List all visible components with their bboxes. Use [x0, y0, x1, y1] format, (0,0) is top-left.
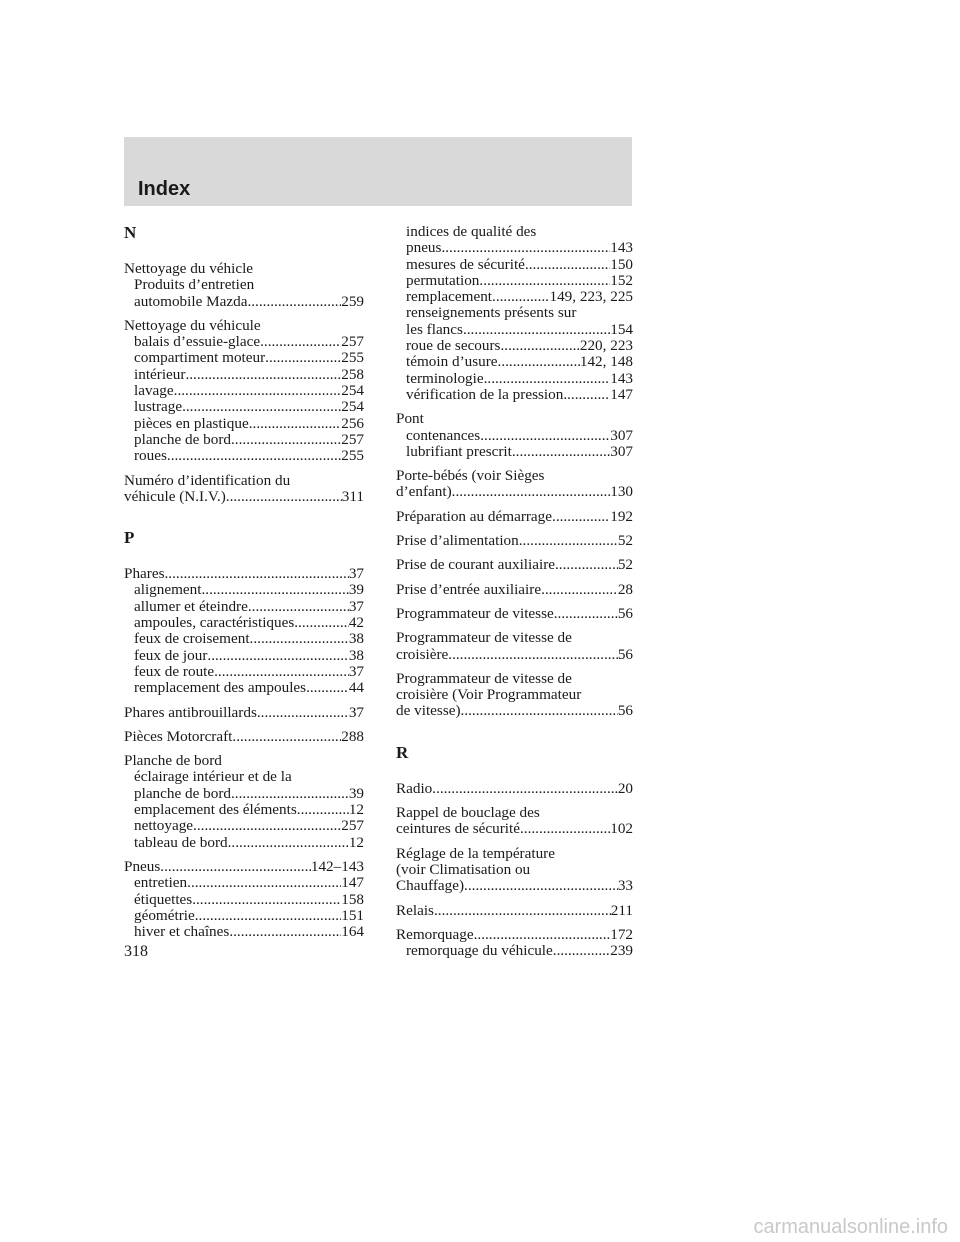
- index-entry: [124, 859, 364, 940]
- dot-leader: [452, 484, 611, 500]
- entry-text: Programmateur de vitesse de: [396, 669, 572, 687]
- index-entry-line: [396, 671, 633, 687]
- entry-text: nettoyage: [134, 817, 194, 835]
- index-entry-line: [396, 903, 633, 919]
- dot-leader: [474, 927, 611, 943]
- entry-page-ref: 307: [610, 442, 633, 460]
- entry-page-ref: 56: [617, 645, 633, 663]
- index-subentry-line: [124, 294, 364, 310]
- index-subentry-line: [396, 240, 633, 256]
- entry-text: planche de bord: [134, 430, 231, 448]
- entry-text: d’enfant): [396, 483, 452, 501]
- dot-leader: [182, 399, 341, 415]
- entry-text: ampoules, caractéristiques: [134, 614, 295, 632]
- entry-text: Planche de bord: [124, 752, 222, 770]
- index-entry-line: [396, 647, 633, 663]
- index-entry-line: [396, 821, 633, 837]
- entry-page-ref: 37: [348, 565, 364, 583]
- index-entry: [124, 729, 364, 745]
- entry-text: contenances: [406, 426, 481, 444]
- entry-page-ref: 56: [617, 604, 633, 622]
- entry-text: allumer et éteindre: [134, 597, 248, 615]
- entry-text: automobile Mazda: [134, 292, 248, 310]
- index-entry: [396, 606, 633, 622]
- index-column-right: [396, 224, 633, 967]
- dot-leader: [525, 257, 610, 273]
- entry-text: Pièces Motorcraft: [124, 727, 233, 745]
- dot-leader: [231, 786, 349, 802]
- entry-page-ref: 52: [617, 556, 633, 574]
- entry-text: croisière (Voir Programmateur: [396, 686, 582, 704]
- entry-text: étiquettes: [134, 890, 193, 908]
- index-entry: [396, 557, 633, 573]
- dot-leader: [214, 664, 349, 680]
- entry-text: (voir Climatisation ou: [396, 860, 531, 878]
- entry-page-ref: 149, 223, 225: [549, 288, 633, 306]
- entry-text: feux de jour: [134, 646, 208, 664]
- index-entry-line: [396, 630, 633, 646]
- dot-leader: [248, 599, 349, 615]
- dot-leader: [448, 647, 618, 663]
- index-entry: [124, 705, 364, 721]
- entry-text: permutation: [406, 271, 480, 289]
- entry-text: pièces en plastique: [134, 414, 249, 432]
- section-header-band: [124, 137, 632, 206]
- entry-text: géométrie: [134, 906, 195, 924]
- index-entry-line: [396, 533, 633, 549]
- index-subentry-line: [124, 334, 364, 350]
- entry-text: mesures de sécurité: [406, 255, 525, 273]
- dot-leader: [432, 781, 618, 797]
- entry-page-ref: 147: [341, 874, 364, 892]
- entry-page-ref: 154: [610, 320, 633, 338]
- index-entry: [124, 566, 364, 696]
- dot-leader: [480, 428, 610, 444]
- dot-leader: [520, 821, 610, 837]
- dot-leader: [228, 835, 349, 851]
- entry-text: hiver et chaînes: [134, 923, 230, 941]
- index-entry: [396, 224, 633, 403]
- entry-text: Prise d’alimentation: [396, 532, 519, 550]
- index-entry: [396, 468, 633, 501]
- entry-page-ref: 239: [610, 942, 633, 960]
- index-subentry-line: [396, 289, 633, 305]
- entry-page-ref: 142–143: [310, 857, 364, 875]
- index-letter-heading: P: [124, 528, 135, 548]
- dot-leader: [555, 557, 618, 573]
- index-subentry-line: [124, 664, 364, 680]
- index-subentry-line: [396, 943, 633, 959]
- entry-text: lubrifiant prescrit: [406, 442, 512, 460]
- dot-leader: [195, 908, 341, 924]
- index-entry: [396, 411, 633, 460]
- entry-page-ref: 38: [348, 630, 364, 648]
- entry-text: feux de route: [134, 662, 215, 680]
- index-subentry-line: [124, 277, 364, 293]
- entry-text: Préparation au démarrage: [396, 507, 553, 525]
- entry-text: Relais: [396, 901, 434, 919]
- entry-page-ref: 39: [348, 784, 364, 802]
- index-entry: [396, 509, 633, 525]
- index-subentry-line: [124, 818, 364, 834]
- index-entry-line: [124, 753, 364, 769]
- index-entry: [396, 846, 633, 895]
- index-entry: [396, 927, 633, 960]
- entry-text: intérieur: [134, 365, 186, 383]
- entry-page-ref: 151: [341, 906, 364, 924]
- index-entry-line: [396, 703, 633, 719]
- index-subentry-line: [124, 350, 364, 366]
- index-subentry-line: [124, 786, 364, 802]
- dot-leader: [187, 875, 341, 891]
- entry-text: pneus: [406, 239, 442, 257]
- index-entry: [396, 903, 633, 919]
- dot-leader: [297, 802, 349, 818]
- index-subentry-line: [124, 367, 364, 383]
- dot-leader: [484, 371, 611, 387]
- entry-text: témoin d’usure: [406, 353, 498, 371]
- entry-text: Phares: [124, 565, 165, 583]
- entry-text: Nettoyage du véhicle: [124, 260, 254, 277]
- dot-leader: [463, 322, 610, 338]
- entry-page-ref: 307: [610, 426, 633, 444]
- dot-leader: [257, 705, 349, 721]
- index-entry: [124, 753, 364, 851]
- index-letter-heading: N: [124, 223, 137, 242]
- watermark: carmanualsonline.info: [753, 1216, 948, 1238]
- index-subentry-line: [124, 908, 364, 924]
- entry-text: de vitesse): [396, 702, 461, 720]
- entry-page-ref: 56: [617, 702, 633, 720]
- index-subentry-line: [124, 648, 364, 664]
- page-title: Index: [138, 178, 191, 200]
- dot-leader: [265, 350, 341, 366]
- index-subentry-line: [124, 599, 364, 615]
- entry-text: remplacement des ampoules: [134, 679, 307, 697]
- index-entry: [396, 630, 633, 663]
- index-subentry-line: [396, 224, 633, 240]
- dot-leader: [250, 631, 349, 647]
- entry-page-ref: 20: [617, 779, 633, 797]
- dot-leader: [294, 615, 349, 631]
- index-subentry-line: [124, 432, 364, 448]
- entry-text: tableau de bord: [134, 833, 228, 851]
- index-entry-line: [124, 729, 364, 745]
- entry-page-ref: 192: [610, 507, 633, 525]
- index-subentry-line: [124, 383, 364, 399]
- entry-text: roue de secours: [406, 337, 501, 355]
- index-subentry-line: [124, 448, 364, 464]
- index-entry-line: [396, 484, 633, 500]
- entry-text: remplacement: [406, 288, 493, 306]
- dot-leader: [167, 448, 341, 464]
- dot-leader: [498, 354, 580, 370]
- entry-text: véhicule (N.I.V.): [124, 487, 226, 505]
- entry-text: Porte-bébés (voir Sièges: [396, 467, 545, 485]
- dot-leader: [541, 582, 618, 598]
- index-subentry-line: [396, 444, 633, 460]
- entry-page-ref: 147: [610, 385, 633, 403]
- entry-page-ref: 39: [348, 581, 364, 599]
- entry-page-ref: 164: [341, 923, 364, 941]
- entry-text: Nettoyage du véhicule: [124, 316, 261, 334]
- dot-leader: [249, 416, 342, 432]
- dot-leader: [479, 273, 610, 289]
- entry-text: Remorquage: [396, 925, 474, 943]
- entry-page-ref: 257: [341, 430, 364, 448]
- entry-page-ref: 37: [348, 597, 364, 615]
- dot-leader: [260, 334, 341, 350]
- entry-page-ref: 142, 148: [579, 353, 633, 371]
- dot-leader: [165, 566, 349, 582]
- index-subentry-line: [124, 892, 364, 908]
- index-subentry-line: [396, 322, 633, 338]
- entry-page-ref: 311: [341, 487, 364, 505]
- entry-text: Phares antibrouillards: [124, 703, 257, 721]
- index-subentry-line: [396, 257, 633, 273]
- entry-page-ref: 28: [617, 580, 633, 598]
- entry-page-ref: 38: [348, 646, 364, 664]
- index-entry-line: [396, 411, 633, 427]
- entry-page-ref: 150: [610, 255, 633, 273]
- entry-text: Programmateur de vitesse: [396, 604, 554, 622]
- entry-page-ref: 256: [341, 414, 364, 432]
- entry-text: renseignements présents sur: [406, 304, 577, 322]
- index-subentry-line: [124, 680, 364, 696]
- entry-page-ref: 255: [341, 349, 364, 367]
- entry-text: Radio: [396, 779, 433, 797]
- dot-leader: [500, 338, 579, 354]
- entry-page-ref: 33: [617, 877, 633, 895]
- index-subentry-line: [396, 354, 633, 370]
- entry-text: Rappel de bouclage des: [396, 804, 540, 822]
- dot-leader: [174, 383, 342, 399]
- dot-leader: [441, 240, 610, 256]
- index-entry: [396, 533, 633, 549]
- entry-page-ref: 254: [341, 398, 364, 416]
- entry-text: Réglage de la température: [396, 844, 555, 862]
- entry-page-ref: 143: [610, 369, 633, 387]
- index-entry: [396, 781, 633, 797]
- entry-page-ref: 130: [610, 483, 633, 501]
- index-subentry-line: [396, 273, 633, 289]
- index-entry-line: [396, 557, 633, 573]
- index-entry-line: [124, 318, 364, 334]
- dot-leader: [461, 703, 618, 719]
- entry-text: Prise d’entrée auxiliaire: [396, 580, 542, 598]
- index-subentry-line: [124, 835, 364, 851]
- entry-text: feux de croisement: [134, 630, 250, 648]
- entry-page-ref: 143: [610, 239, 633, 257]
- index-letter-heading: R: [396, 742, 409, 762]
- index-subentry-line: [124, 631, 364, 647]
- index-entry-line: [396, 687, 633, 703]
- entry-text: roues: [134, 447, 167, 465]
- entry-page-ref: 42: [348, 614, 364, 632]
- entry-text: les flancs: [406, 320, 463, 338]
- entry-text: indices de qualité des: [406, 223, 537, 240]
- entry-page-ref: 288: [341, 727, 364, 745]
- index-subentry-line: [124, 802, 364, 818]
- entry-text: Chauffage): [396, 877, 465, 895]
- dot-leader: [552, 509, 610, 525]
- index-entry-line: [124, 566, 364, 582]
- index-entry: [124, 261, 364, 310]
- index-subentry-line: [396, 305, 633, 321]
- dot-leader: [232, 729, 341, 745]
- dot-leader: [306, 680, 349, 696]
- index-entry: [124, 318, 364, 465]
- index-entry: [124, 473, 364, 506]
- entry-page-ref: 220, 223: [579, 337, 633, 355]
- index-subentry-line: [124, 615, 364, 631]
- index-entry-line: [396, 606, 633, 622]
- index-subentry-line: [124, 875, 364, 891]
- index-entry-line: [396, 878, 633, 894]
- dot-leader: [247, 294, 341, 310]
- entry-text: croisière: [396, 645, 449, 663]
- entry-text: entretien: [134, 874, 188, 892]
- index-entry-line: [396, 468, 633, 484]
- entry-text: Numéro d’identification du: [124, 471, 291, 489]
- index-subentry-line: [124, 416, 364, 432]
- entry-text: emplacement des éléments: [134, 801, 297, 819]
- index-subentry-line: [124, 582, 364, 598]
- entry-page-ref: 158: [341, 890, 364, 908]
- index-entry-line: [124, 473, 364, 489]
- index-entry: [396, 671, 633, 720]
- index-entry-line: [396, 862, 633, 878]
- entry-text: alignement: [134, 581, 202, 599]
- index-subentry-line: [396, 338, 633, 354]
- index-entry: [396, 582, 633, 598]
- entry-page-ref: 44: [348, 679, 364, 697]
- entry-text: vérification de la pression: [406, 385, 564, 403]
- entry-text: Produits d’entretien: [134, 276, 255, 294]
- entry-text: ceintures de sécurité: [396, 820, 520, 838]
- dot-leader: [434, 903, 611, 919]
- dot-leader: [563, 387, 610, 403]
- entry-page-ref: 12: [348, 833, 364, 851]
- entry-text: balais d’essuie-glace: [134, 333, 261, 351]
- index-entry-line: [396, 846, 633, 862]
- entry-page-ref: 172: [610, 925, 633, 943]
- dot-leader: [193, 818, 341, 834]
- index-subentry-line: [124, 769, 364, 785]
- index-subentry-line: [124, 924, 364, 940]
- entry-text: Programmateur de vitesse de: [396, 629, 572, 647]
- dot-leader: [207, 648, 348, 664]
- index-entry-line: [396, 927, 633, 943]
- index-entry: [396, 805, 633, 838]
- entry-page-ref: 257: [341, 333, 364, 351]
- dot-leader: [226, 489, 342, 505]
- entry-text: compartiment moteur: [134, 349, 266, 367]
- dot-leader: [185, 367, 341, 383]
- entry-text: planche de bord: [134, 784, 231, 802]
- entry-page-ref: 37: [348, 662, 364, 680]
- index-entry-line: [124, 489, 364, 505]
- entry-page-ref: 257: [341, 817, 364, 835]
- entry-text: Pneus: [124, 857, 161, 875]
- entry-text: Pont: [396, 410, 424, 428]
- entry-page-ref: 211: [610, 901, 633, 919]
- entry-page-ref: 255: [341, 447, 364, 465]
- entry-page-ref: 102: [610, 820, 633, 838]
- index-entry-line: [396, 805, 633, 821]
- entry-page-ref: 12: [348, 801, 364, 819]
- index-subentry-line: [396, 371, 633, 387]
- index-subentry-line: [396, 387, 633, 403]
- dot-leader: [229, 924, 341, 940]
- dot-leader: [519, 533, 618, 549]
- dot-leader: [231, 432, 341, 448]
- dot-leader: [464, 878, 618, 894]
- index-entry-line: [124, 705, 364, 721]
- entry-page-ref: 258: [341, 365, 364, 383]
- entry-page-ref: 259: [341, 292, 364, 310]
- index-entry-line: [124, 261, 364, 277]
- index-subentry-line: [396, 428, 633, 444]
- dot-leader: [512, 444, 610, 460]
- entry-page-ref: 37: [348, 703, 364, 721]
- entry-page-ref: 152: [610, 271, 633, 289]
- index-entry-line: [124, 859, 364, 875]
- entry-text: éclairage intérieur et de la: [134, 768, 292, 786]
- dot-leader: [554, 606, 618, 622]
- entry-text: lustrage: [134, 398, 183, 416]
- entry-text: terminologie: [406, 369, 484, 387]
- entry-page-ref: 254: [341, 382, 364, 400]
- entry-text: lavage: [134, 382, 174, 400]
- entry-text: remorquage du véhicule: [406, 942, 553, 960]
- dot-leader: [160, 859, 311, 875]
- dot-leader: [192, 892, 341, 908]
- index-column-left: [124, 224, 364, 948]
- index-entry-line: [396, 509, 633, 525]
- page-number: 318: [124, 943, 148, 960]
- entry-text: Prise de courant auxiliaire: [396, 556, 555, 574]
- index-entry-line: [396, 781, 633, 797]
- dot-leader: [201, 582, 348, 598]
- index-entry-line: [396, 582, 633, 598]
- index-subentry-line: [124, 399, 364, 415]
- dot-leader: [553, 943, 610, 959]
- dot-leader: [492, 289, 549, 305]
- entry-page-ref: 52: [617, 532, 633, 550]
